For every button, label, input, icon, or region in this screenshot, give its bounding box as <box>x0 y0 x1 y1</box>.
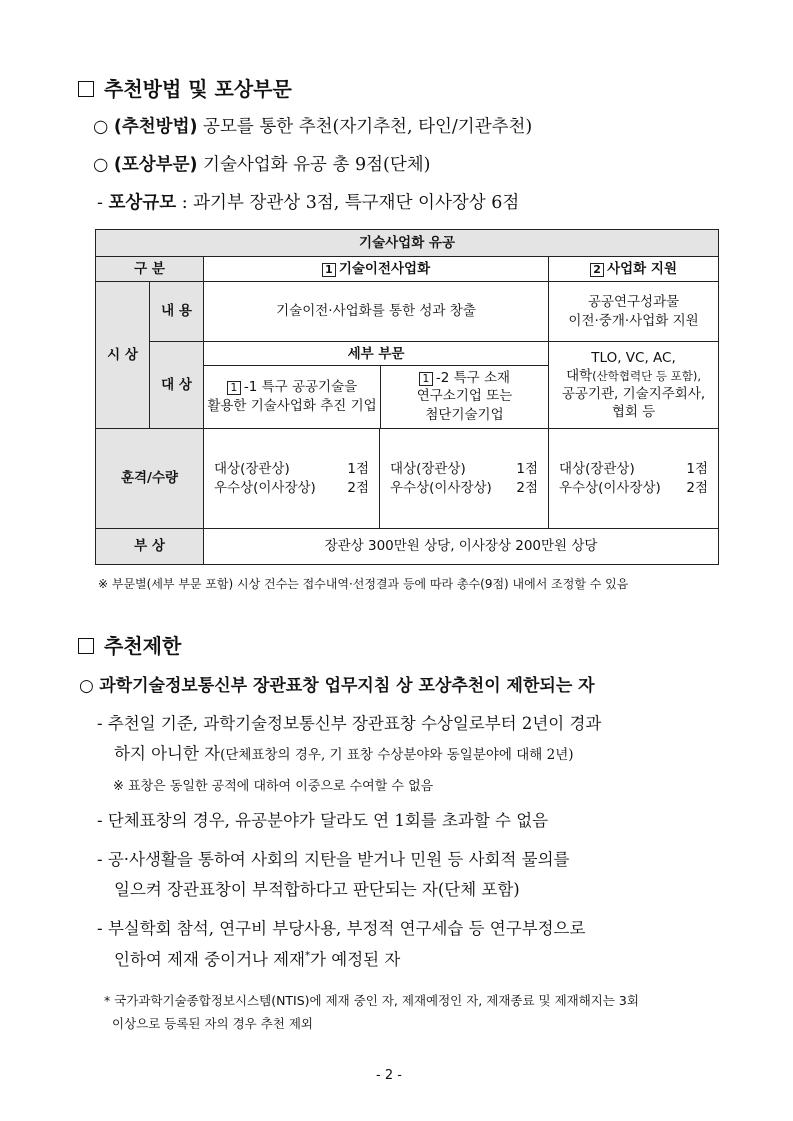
award-table <box>95 229 719 565</box>
restriction-item-4-cont: 인하여 제재 중이거나 제재*가 예정된 자 <box>114 950 401 969</box>
row-label-busang: 부 상 <box>96 529 204 565</box>
table-note: ※ 부문별(세부 부문 포함) 시상 건수는 접수내역·선정결과 등에 따라 총수(9점) 내에서 조정할 수 있음 <box>98 577 629 591</box>
dash-bullet: - <box>97 193 103 213</box>
method-line: ○ (추천방법) 공모를 통한 추천(자기추천, 타인/기관추천) <box>93 117 533 137</box>
sebu-header: 세부 부문 <box>204 343 548 366</box>
footnote-line-1: * 국가과학기술종합정보시스템(NTIS)에 제재 중인 자, 제재예정인 자, 제재종료 및 제재해지는 3회 <box>104 993 639 1008</box>
scale-line: - 포상규모 : 과기부 장관상 3점, 특구재단 이사장상 6점 <box>97 193 520 213</box>
hungyuk-cell-1: 대상(장관상) 1점 우수상(이사장상) 2점 <box>204 429 380 529</box>
restriction-item-2: - 단체표창의 경우, 유공분야가 달라도 연 1회를 초과할 수 없음 <box>97 811 549 830</box>
square-bullet-icon <box>78 638 94 654</box>
restriction-title-line: ○ 과학기술정보통신부 장관표창 업무지침 상 포상추천이 제한되는 자 <box>79 676 595 696</box>
sub-category-1-1: 1 -1 특구 공공기술을 활용한 기술사업화 추진 기업 <box>204 366 381 428</box>
sub-category-1-2: 1 -2 특구 소재 연구소기업 또는 첨단기술기업 <box>416 370 513 423</box>
row-label-daesang: 대 상 <box>150 342 204 429</box>
footnote-line-2: 이상으로 등록된 자의 경우 추천 제외 <box>112 1016 313 1031</box>
square-bullet-icon <box>78 81 94 97</box>
hungyuk-cell-3: 대상(장관상) 1점 우수상(이사장상) 2점 <box>549 429 719 529</box>
daesang-tech-transfer <box>204 342 549 429</box>
naeyong-support: 공공연구성과물 이전·중개·사업화 지원 <box>549 282 719 342</box>
busang-cell: 장관상 300만원 상당, 이사장상 200만원 상당 <box>204 529 719 565</box>
restriction-item-1-note: ※ 표창은 동일한 공적에 대하여 이중으로 수여할 수 없음 <box>113 779 434 794</box>
restriction-item-1-cont: 하지 아니한 자(단체표창의 경우, 기 표창 수상분야와 동일분야에 대해 2년) <box>114 744 574 763</box>
circle-bullet-icon: ○ <box>79 676 94 696</box>
sebu-cells <box>204 366 548 428</box>
restriction-item-4: - 부실학회 참석, 연구비 부당사용, 부정적 연구세습 등 연구부정으로 <box>97 919 586 938</box>
page-number: - 2 - <box>376 1068 402 1083</box>
row-label-hungyuk: 훈격/수량 <box>96 429 204 529</box>
header-commercialization-support: 2 사업화 지원 <box>549 257 719 282</box>
row-label-sisang: 시 상 <box>96 282 150 429</box>
restriction-item-3: - 공·사생활을 통하여 사회의 지탄을 받거나 민원 등 사회적 물의를 <box>97 850 570 869</box>
section-heading-restrictions: 추천제한 <box>78 630 181 659</box>
naeyong-tech-transfer: 기술이전·사업화를 통한 성과 창출 <box>204 282 549 342</box>
category-line: ○ (포상부문) 기술사업화 유공 총 9점(단체) <box>93 155 431 175</box>
header-gubun: 구 분 <box>96 257 204 282</box>
row-label-naeyong: 내 용 <box>150 282 204 342</box>
restriction-item-1: - 추천일 기준, 과학기술정보통신부 장관표창 수상일로부터 2년이 경과 <box>97 714 602 733</box>
section-heading-method: 추천방법 및 포상부문 <box>78 73 292 102</box>
header-tech-transfer: 1 기술이전사업화 <box>204 257 549 282</box>
table-title: 기술사업화 유공 <box>96 230 719 257</box>
restriction-item-3-cont: 일으켜 장관표창이 부적합하다고 판단되는 자(단체 포함) <box>114 880 520 899</box>
circle-bullet-icon: ○ <box>93 117 109 137</box>
hungyuk-cell-2: 대상(장관상) 1점 우수상(이사장상) 2점 <box>380 429 549 529</box>
circle-bullet-icon: ○ <box>93 155 109 175</box>
daesang-support: TLO, VC, AC, 대학(산학협력단 등 포함), 공공기관, 기술지주회사, 협회 등 <box>549 342 719 429</box>
